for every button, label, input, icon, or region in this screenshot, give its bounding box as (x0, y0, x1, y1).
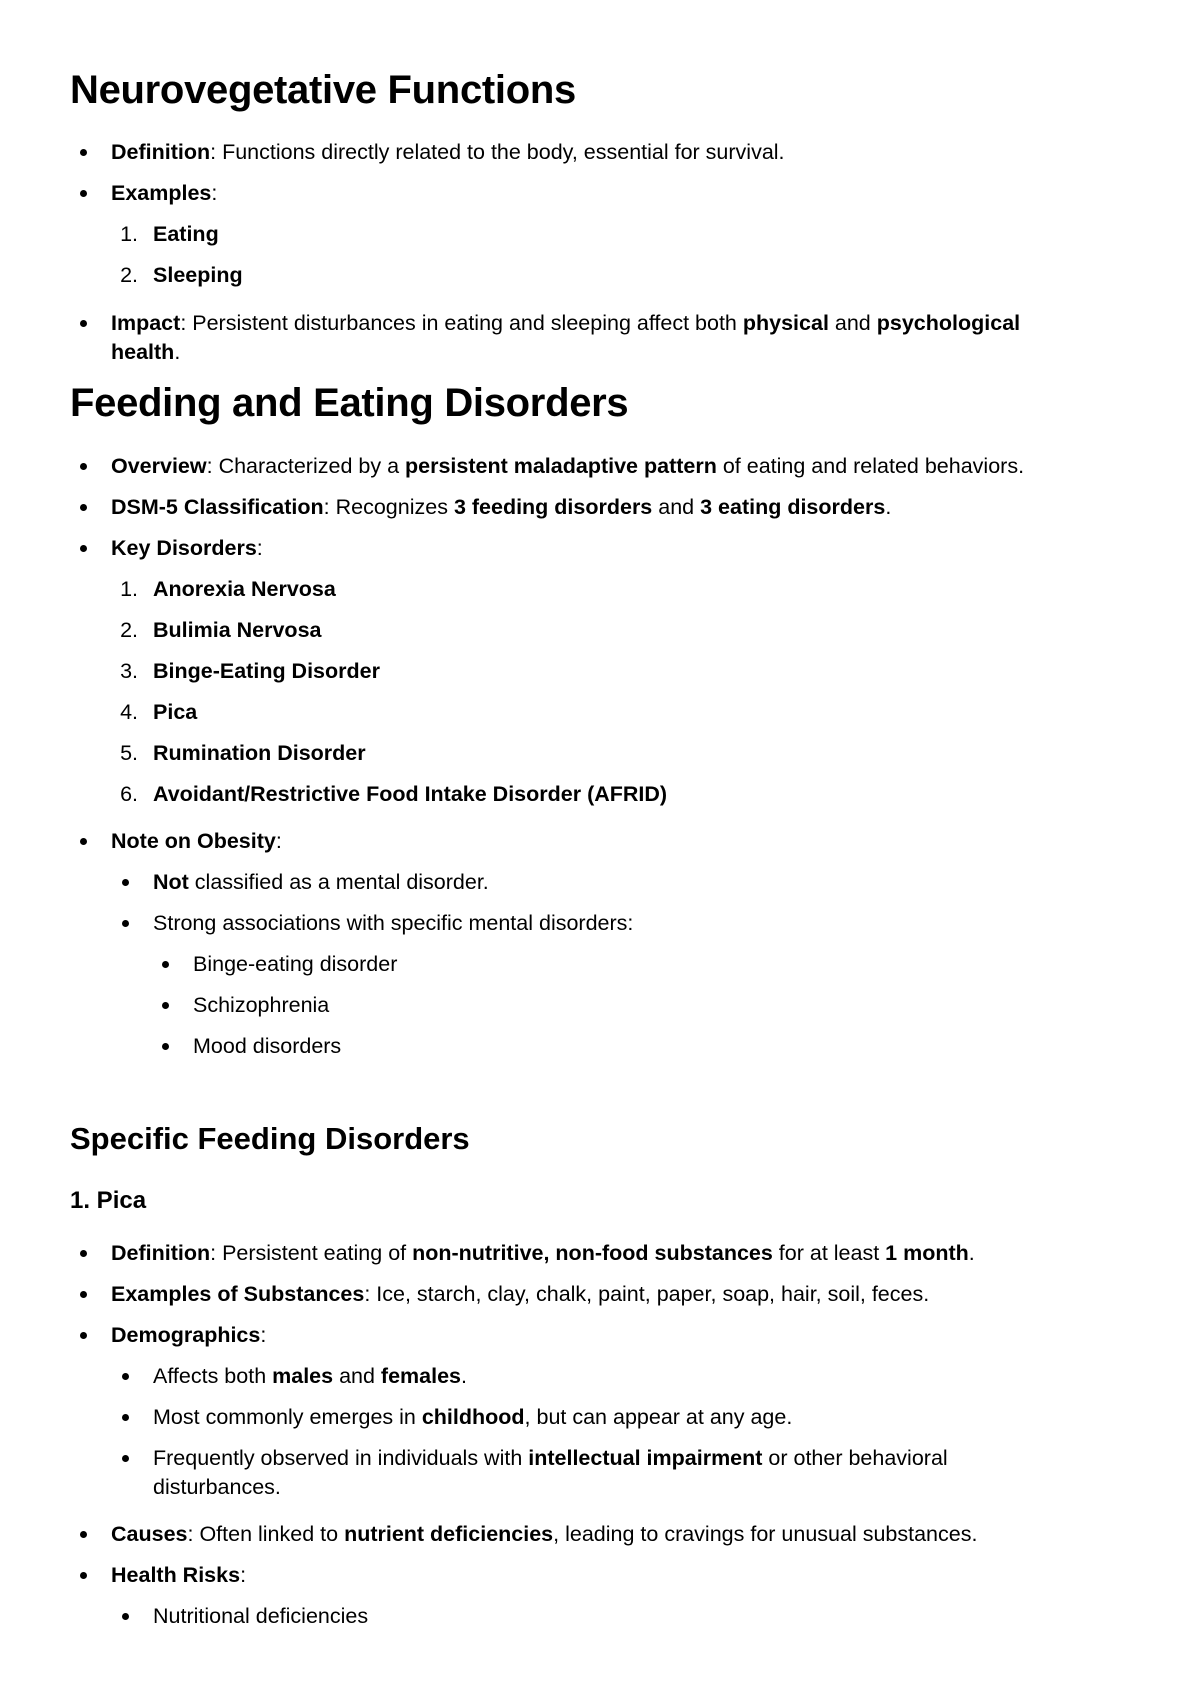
heading-pica: 1. Pica (70, 1187, 147, 1214)
list-number: 2. (120, 618, 138, 642)
bullet-dot (80, 1332, 87, 1339)
bullet-dot (162, 961, 169, 968)
list-item-obesity-not: Not classified as a mental disorder. (153, 870, 489, 894)
bullet-dot (80, 545, 87, 552)
list-item-demographics: Demographics: (111, 1323, 267, 1347)
bullet-dot (80, 149, 87, 156)
list-item-dsm5: DSM-5 Classification: Recognizes 3 feeding disorders and 3 eating disorders. (111, 495, 892, 519)
list-item-assoc: Schizophrenia (193, 993, 330, 1017)
list-item-key-disorder: Bulimia Nervosa (153, 618, 322, 642)
bullet-dot (80, 190, 87, 197)
bullet-dot (122, 1613, 129, 1620)
list-item-examples: Examples: (111, 181, 218, 205)
heading-neurovegetative-functions: Neurovegetative Functions (70, 68, 576, 112)
list-item-demo-age: Most commonly emerges in childhood, but can appear at any age. (153, 1405, 793, 1429)
bullet-dot (80, 1572, 87, 1579)
list-item-risk: Nutritional deficiencies (153, 1604, 369, 1628)
list-item-key-disorder: Rumination Disorder (153, 741, 366, 765)
list-item-demo-impairment: Frequently observed in individuals with intellectual impairment or other behavioral (153, 1446, 948, 1470)
bullet-dot (122, 1455, 129, 1462)
bullet-dot (80, 320, 87, 327)
list-number: 1. (120, 222, 138, 246)
list-item-key-disorder: Binge-Eating Disorder (153, 659, 380, 683)
list-item-impact-continued: health. (111, 340, 181, 364)
list-item-definition: Definition: Functions directly related to the body, essential for survival. (111, 140, 785, 164)
list-item-demo-sex: Affects both males and females. (153, 1364, 467, 1388)
bullet-dot (162, 1043, 169, 1050)
bullet-dot (122, 920, 129, 927)
bullet-dot (80, 1291, 87, 1298)
list-number: 6. (120, 782, 138, 806)
list-number: 4. (120, 700, 138, 724)
list-item-substances: Examples of Substances: Ice, starch, clay, chalk, paint, paper, soap, hair, soil, feces. (111, 1282, 930, 1306)
list-item-obesity: Note on Obesity: (111, 829, 282, 853)
list-item-overview: Overview: Characterized by a persistent maladaptive pattern of eating and related behaviors. (111, 454, 1025, 478)
list-item-key-disorder: Pica (153, 700, 198, 724)
list-item-health-risks: Health Risks: (111, 1563, 247, 1587)
list-item-obesity-assoc: Strong associations with specific mental disorders: (153, 911, 634, 935)
bullet-dot (122, 1414, 129, 1421)
list-item-eating: Eating (153, 222, 219, 246)
list-item-assoc: Binge-eating disorder (193, 952, 398, 976)
bullet-dot (80, 838, 87, 845)
list-item-demo-impairment-continued: disturbances. (153, 1475, 281, 1499)
heading-feeding-eating-disorders: Feeding and Eating Disorders (70, 381, 629, 425)
bullet-dot (122, 879, 129, 886)
list-item-pica-definition: Definition: Persistent eating of non-nutritive, non-food substances for at least 1 month. (111, 1241, 975, 1265)
bullet-dot (122, 1373, 129, 1380)
list-number: 1. (120, 577, 138, 601)
list-number: 2. (120, 263, 138, 287)
list-item-key-disorders: Key Disorders: (111, 536, 263, 560)
list-item-assoc: Mood disorders (193, 1034, 342, 1058)
list-number: 5. (120, 741, 138, 765)
list-item-key-disorder: Avoidant/Restrictive Food Intake Disorder (AFRID) (153, 782, 668, 806)
list-item-causes: Causes: Often linked to nutrient deficiencies, leading to cravings for unusual substances. (111, 1522, 978, 1546)
bullet-dot (80, 1531, 87, 1538)
list-item-impact: Impact: Persistent disturbances in eating and sleeping affect both physical and psychological (111, 311, 1021, 335)
list-item-key-disorder: Anorexia Nervosa (153, 577, 336, 601)
bullet-dot (80, 1250, 87, 1257)
bullet-dot (162, 1002, 169, 1009)
list-number: 3. (120, 659, 138, 683)
bullet-dot (80, 504, 87, 511)
heading-specific-feeding-disorders: Specific Feeding Disorders (70, 1121, 470, 1156)
bullet-dot (80, 463, 87, 470)
list-item-sleeping: Sleeping (153, 263, 243, 287)
